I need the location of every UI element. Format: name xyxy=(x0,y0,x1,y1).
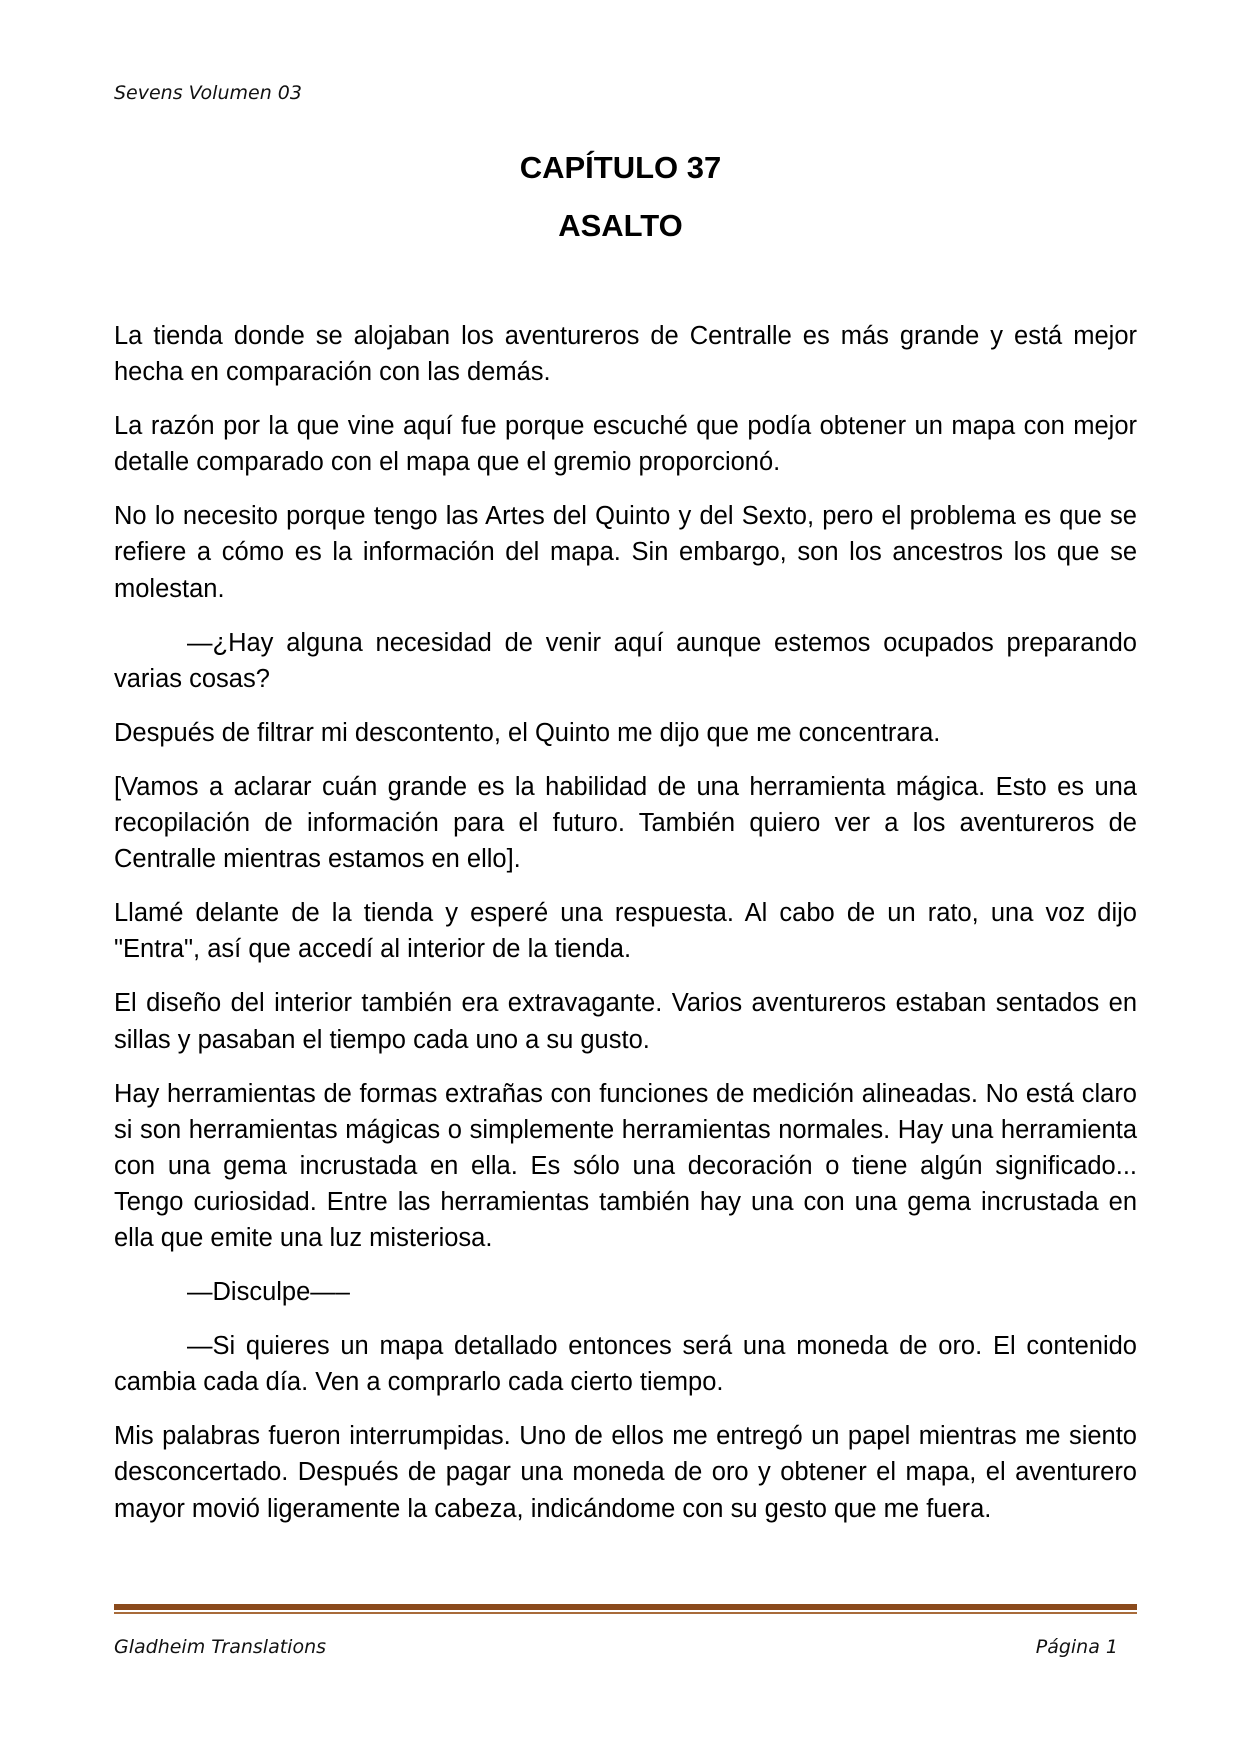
paragraph: Hay herramientas de formas extrañas con funciones de medición alineadas. No está claro si son herramientas mágicas o simplemente herramientas normales. Hay una herramienta con una gema incrustada en ella. Es sólo una decoración o tiene algún significado... Tengo curiosidad. Entre las herramientas también hay una con una gema incrustada en ella que emite una luz misteriosa. xyxy=(114,1079,1137,1252)
chapter-title: ASALTO xyxy=(558,208,683,243)
paragraph: La tienda donde se alojaban los aventureros de Centralle es más grande y está mejor hecha en comparación con las demás. xyxy=(114,322,1137,387)
paragraph: Después de filtrar mi descontento, el Quinto me dijo que me concentrara. xyxy=(114,718,941,747)
chapter-number: CAPÍTULO 37 xyxy=(519,150,722,185)
running-header: Sevens Volumen 03 xyxy=(114,82,302,104)
paragraph: No lo necesito porque tengo las Artes del Quinto y del Sexto, pero el problema es que se refiere a cómo es la información del mapa. Sin embargo, son los ancestros los que se molestan. xyxy=(114,502,1137,603)
paragraph: Mis palabras fueron interrumpidas. Uno de ellos me entregó un papel mientras me siento desconcertado. Después de pagar una moneda de oro y obtener el mapa, el aventurero mayor movió ligeramente la cabeza, indicándome con su gesto que me fuera. xyxy=(114,1422,1137,1523)
paragraph: [Vamos a aclarar cuán grande es la habilidad de una herramienta mágica. Esto es una recopilación de información para el futuro. También quiero ver a los aventureros de Centralle mientras estamos en ello]. xyxy=(114,772,1137,874)
dialogue-paragraph: —¿Hay alguna necesidad de venir aquí aunque estemos ocupados preparando varias cosas? xyxy=(114,628,1137,693)
footer-rule-thin xyxy=(114,1612,1137,1614)
dialogue-paragraph: —Si quieres un mapa detallado entonces será una moneda de oro. El contenido cambia cada día. Ven a comprarlo cada cierto tiempo. xyxy=(114,1332,1137,1397)
footer-rule xyxy=(114,1604,1137,1610)
footer-translator: Gladheim Translations xyxy=(114,1636,327,1658)
dialogue-paragraph: —Disculpe—– xyxy=(187,1278,350,1307)
chapter-body xyxy=(114,318,1137,1545)
paragraph: La razón por la que vine aquí fue porque escuché que podía obtener un mapa con mejor detalle comparado con el mapa que el gremio proporcionó. xyxy=(114,412,1137,477)
page-number: Página 1 xyxy=(1035,1636,1118,1658)
paragraph: El diseño del interior también era extravagante. Varios aventureros estaban sentados en sillas y pasaban el tiempo cada uno a su gusto. xyxy=(114,989,1137,1054)
paragraph: Llamé delante de la tienda y esperé una respuesta. Al cabo de un rato, una voz dijo "Entra", así que accedí al interior de la tienda. xyxy=(114,899,1137,964)
